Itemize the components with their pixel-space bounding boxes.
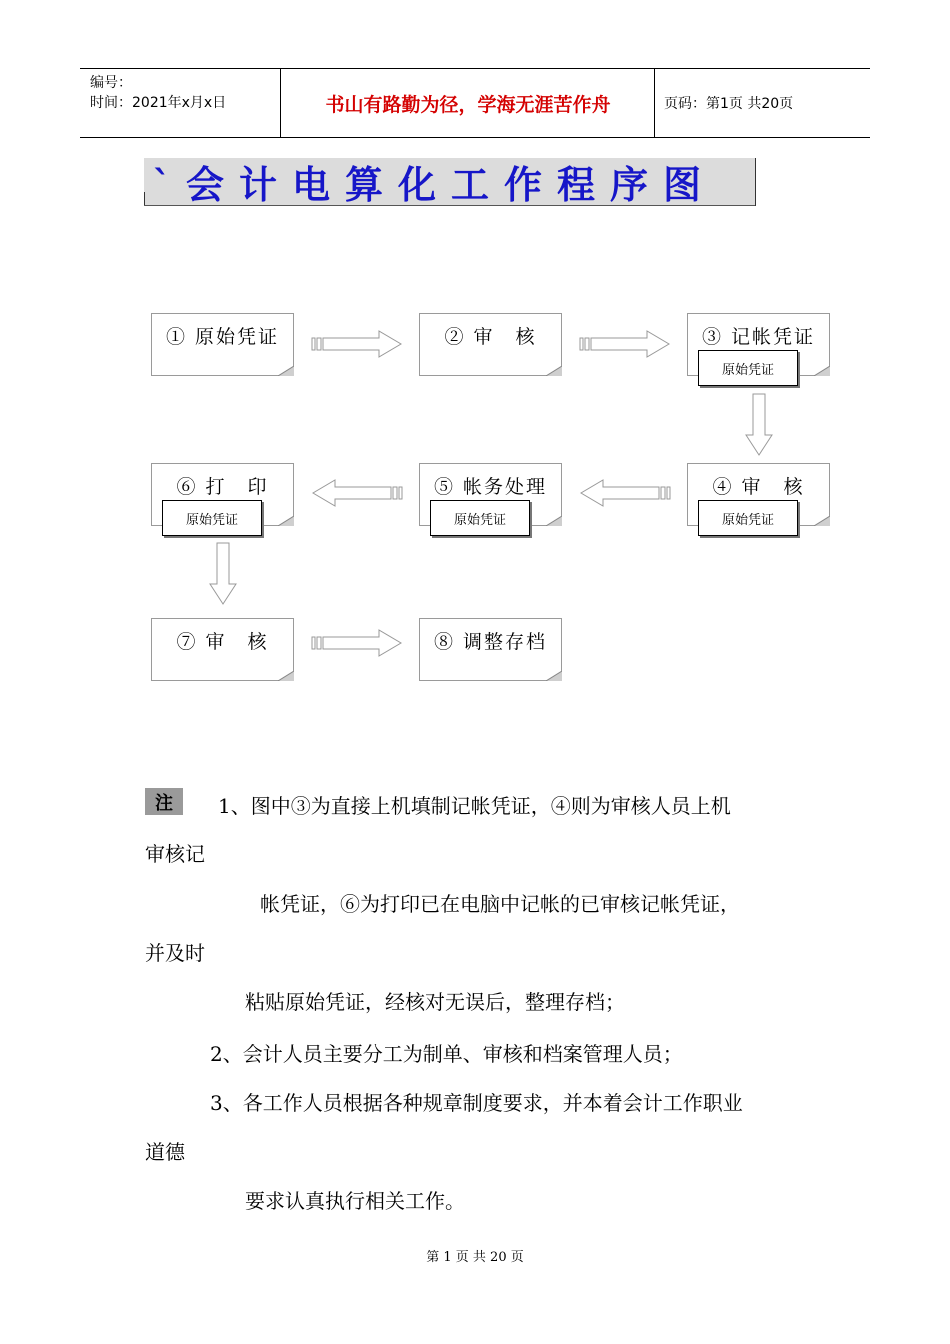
note-line: 帐凭证，⑥为打印已在电脑中记帐的已审核记帐凭证， [260, 892, 740, 916]
header-page-info: 页码：第1页 共20页 [664, 96, 794, 112]
note-line: 要求认真执行相关工作。 [245, 1189, 465, 1213]
document-header [80, 68, 870, 138]
flow-step-1 [151, 313, 294, 376]
arrow-right-icon [311, 330, 403, 358]
date-label: 时间：2021年x月x日 [90, 95, 227, 111]
flow-step-7 [151, 618, 294, 681]
number-label: 编号： [90, 75, 132, 91]
arrow-down-icon [745, 393, 773, 457]
page-footer: 第 1 页 共 20 页 [426, 1250, 524, 1265]
flow-step-label: ⑤ 帐务处理 [433, 476, 548, 498]
arrow-left-icon [311, 479, 403, 507]
flow-step-label: ⑦ 审 核 [176, 631, 269, 653]
flow-step-label: ① 原始凭证 [165, 326, 280, 348]
attachment-voucher [698, 350, 798, 386]
note-icon: 注 [145, 788, 183, 815]
note-line: 粘贴原始凭证，经核对无误后，整理存档； [245, 990, 625, 1014]
attachment-label: 原始凭证 [185, 513, 238, 528]
arrow-down-icon [209, 542, 237, 606]
flow-step-label: ② 审 核 [444, 326, 537, 348]
note-line: 2、会计人员主要分工为制单、审核和档案管理人员； [210, 1042, 683, 1066]
note-line: 道德 [145, 1140, 185, 1164]
header-divider [654, 69, 655, 137]
note-line: 1、图中③为直接上机填制记帐凭证，④则为审核人员上机 [218, 794, 731, 818]
page-title: `会计电算化工作程序图 [152, 162, 717, 207]
note-line: 3、各工作人员根据各种规章制度要求，并本着会计工作职业 [210, 1091, 743, 1115]
attachment-label: 原始凭证 [453, 513, 506, 528]
header-meta [90, 73, 226, 113]
attachment-voucher [698, 500, 798, 536]
flow-step-label: ⑥ 打 印 [176, 476, 269, 498]
note-line: 审核记 [145, 842, 205, 866]
arrow-right-icon [311, 629, 403, 657]
attachment-label: 原始凭证 [721, 513, 774, 528]
attachment-label: 原始凭证 [721, 363, 774, 378]
title-banner [144, 158, 756, 206]
header-divider [280, 69, 281, 137]
flow-step-label: ③ 记帐凭证 [701, 326, 816, 348]
flow-step-8 [419, 618, 562, 681]
arrow-right-icon [579, 330, 671, 358]
note-line: 并及时 [145, 941, 205, 965]
attachment-voucher [162, 500, 262, 536]
flow-step-label: ⑧ 调整存档 [433, 631, 548, 653]
flow-step-2 [419, 313, 562, 376]
flow-step-label: ④ 审 核 [712, 476, 805, 498]
arrow-left-icon [579, 479, 671, 507]
header-motto: 书山有路勤为径，学海无涯苦作舟 [325, 93, 611, 116]
attachment-voucher [430, 500, 530, 536]
